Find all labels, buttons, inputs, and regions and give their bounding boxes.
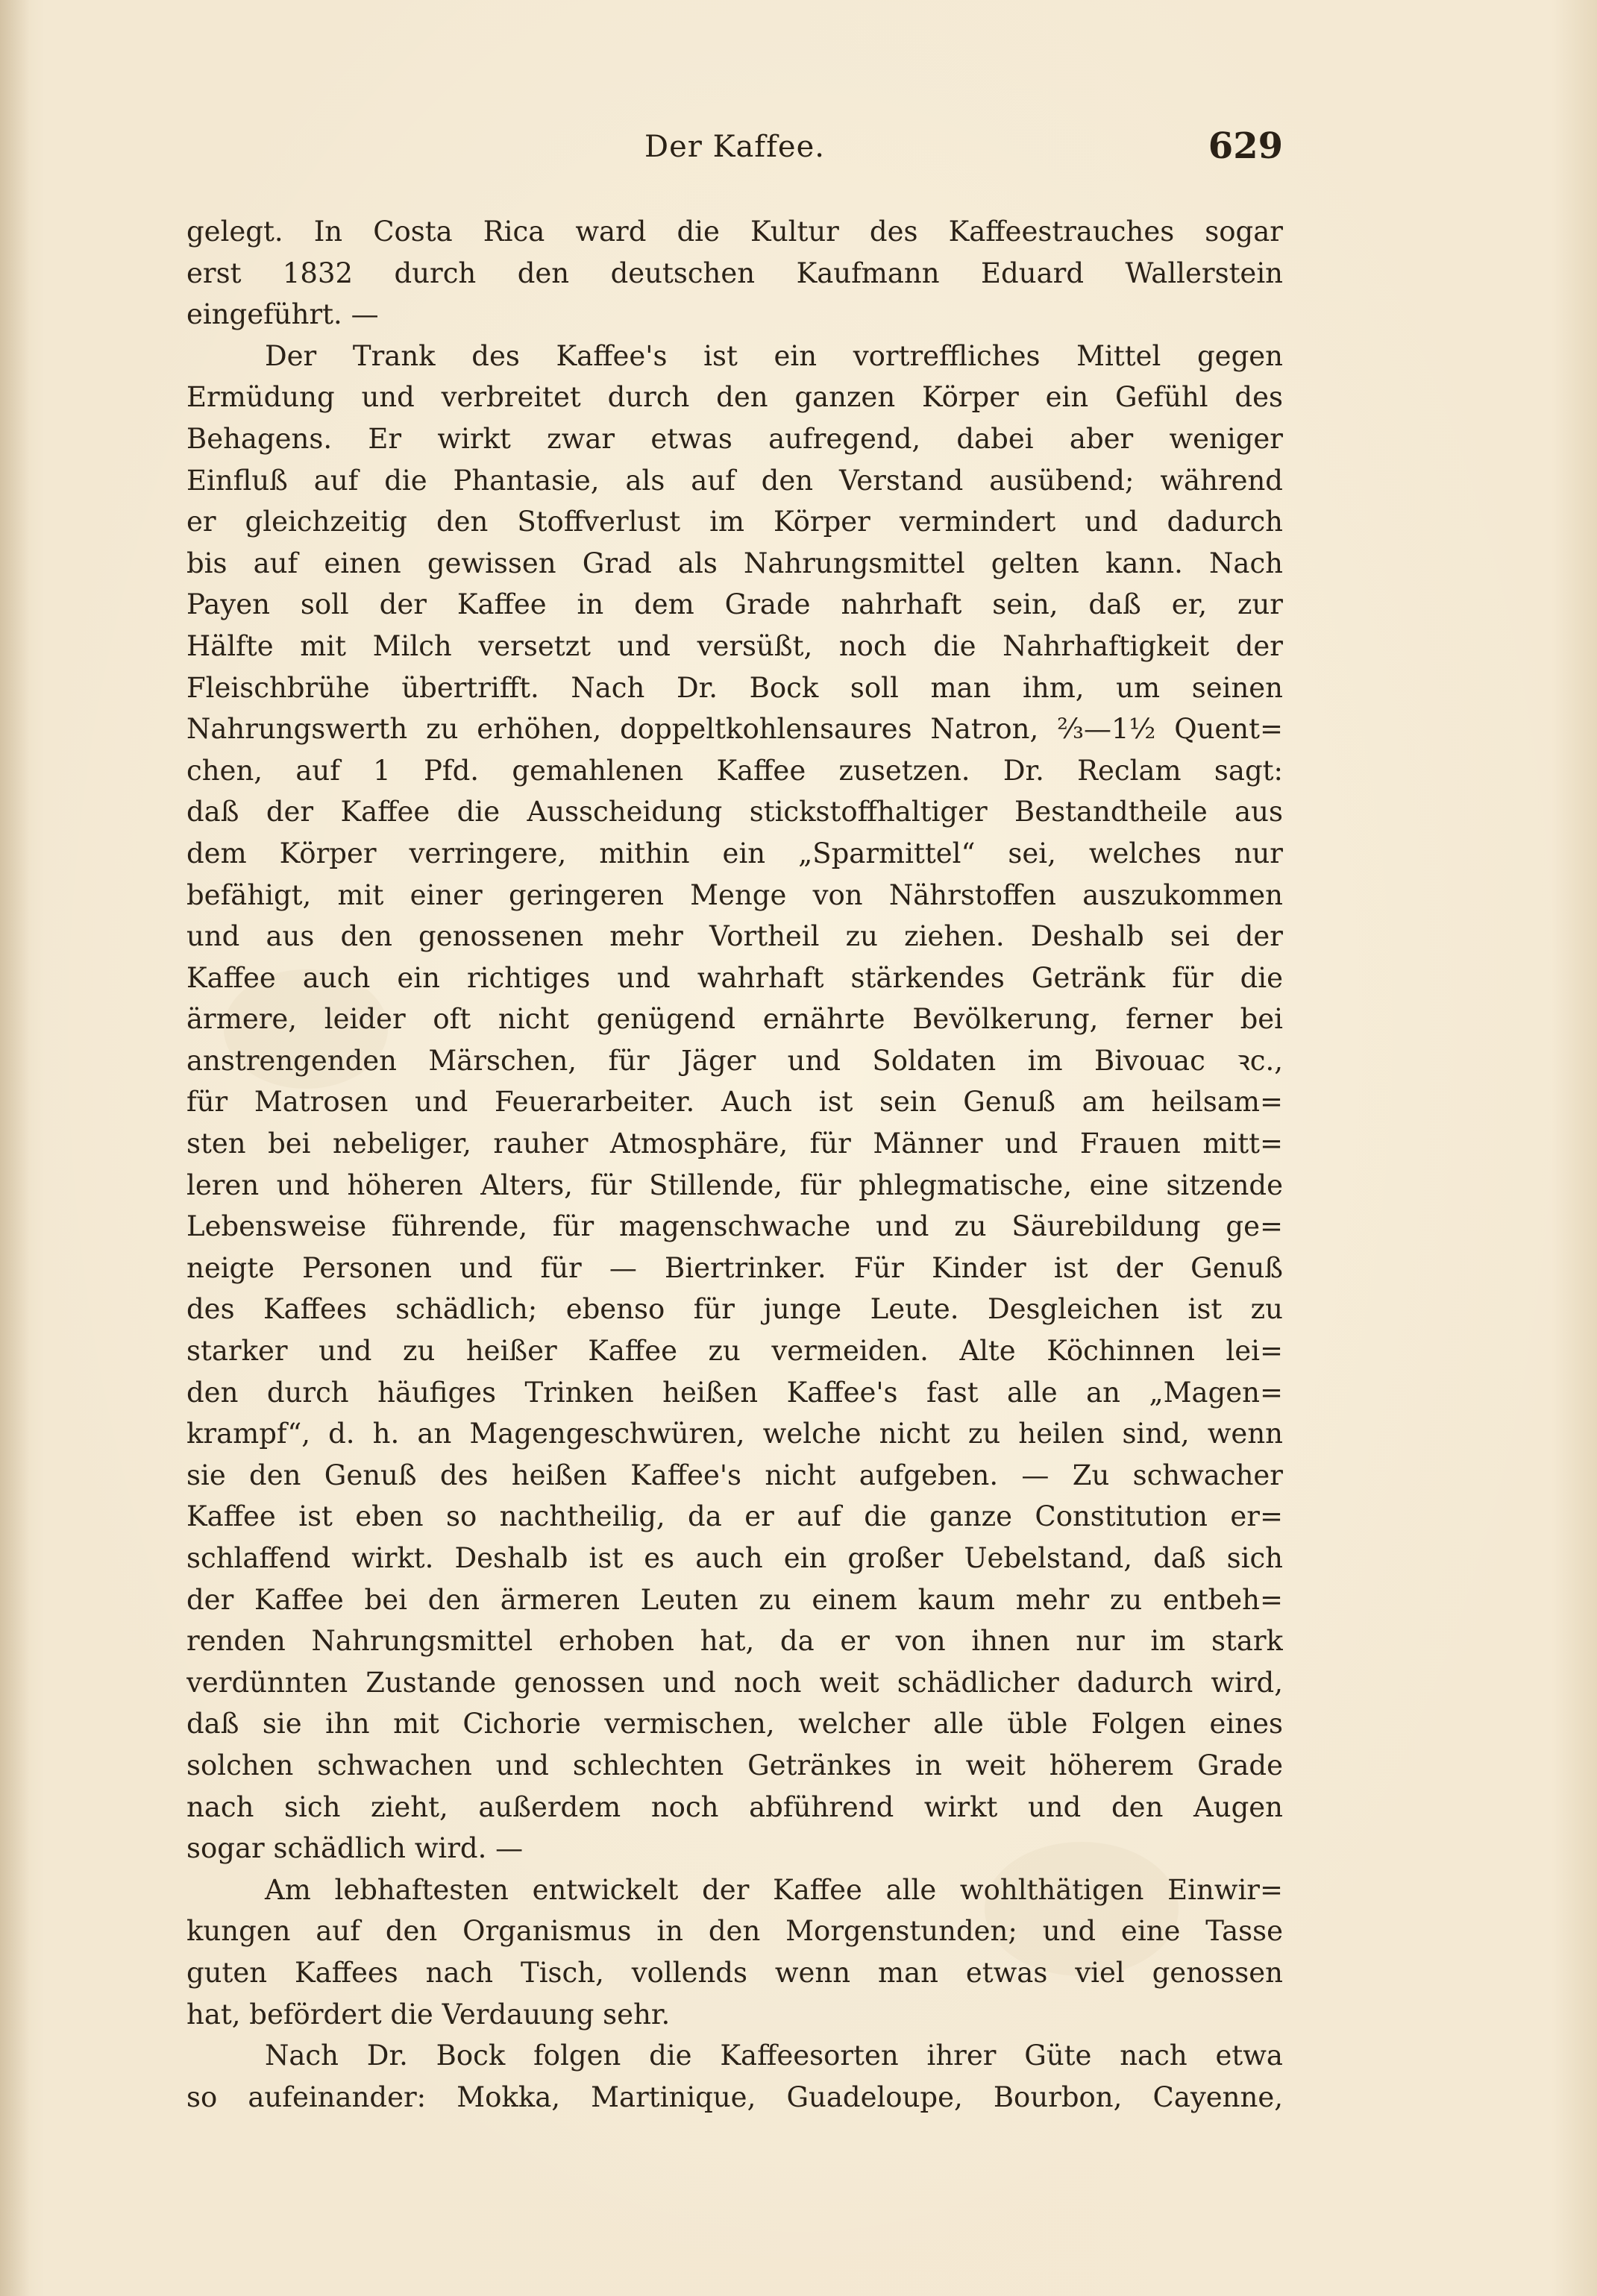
text-line: Ermüdung und verbreitet durch den ganzen Körper ein Gefühl des [186, 381, 1283, 414]
text-line: ärmere, leider oft nicht genügend ernährte Bevölkerung, ferner bei [186, 1003, 1283, 1036]
gutter-shadow [0, 0, 30, 2296]
text-line: bis auf einen gewissen Grad als Nahrungsmittel gelten kann. Nach [186, 547, 1283, 579]
running-title: Der Kaffee. [644, 130, 825, 164]
text-line: Behagens. Er wirkt zwar etwas aufregend, dabei aber weniger [186, 422, 1283, 455]
text-line: guten Kaffees nach Tisch, vollends wenn man etwas viel genossen [186, 1956, 1283, 1989]
text-line: kungen auf den Organismus in den Morgenstunden; und eine Tasse [186, 1915, 1283, 1948]
text-line: chen, auf 1 Pfd. gemahlenen Kaffee zusetzen. Dr. Reclam sagt: [186, 754, 1283, 787]
text-line: und aus den genossenen mehr Vortheil zu ziehen. Deshalb sei der [186, 920, 1283, 953]
text-line: Payen soll der Kaffee in dem Grade nahrhaft sein, daß er, zur [186, 588, 1283, 621]
text-line: Kaffee ist eben so nachtheilig, da er auf die ganze Constitution er= [186, 1500, 1283, 1533]
text-line: neigte Personen und für — Biertrinker. Für Kinder ist der Genuß [186, 1251, 1283, 1284]
text-line: so aufeinander: Mokka, Martinique, Guadeloupe, Bourbon, Cayenne, [186, 2080, 1283, 2113]
page-number: 629 [1208, 125, 1283, 167]
text-line: daß der Kaffee die Ausscheidung stickstoffhaltiger Bestandtheile aus [186, 796, 1283, 828]
text-line: dem Körper verringere, mithin ein „Sparmittel“ sei, welches nur [186, 837, 1283, 869]
text-line: des Kaffees schädlich; ebenso für junge Leute. Desgleichen ist zu [186, 1293, 1283, 1326]
text-line: Hälfte mit Milch versetzt und versüßt, noch die Nahrhaftigkeit der [186, 629, 1283, 662]
text-line: renden Nahrungsmittel erhoben hat, da er von ihnen nur im stark [186, 1625, 1283, 1658]
text-line: krampf“, d. h. an Magengeschwüren, welche nicht zu heilen sind, wenn [186, 1418, 1283, 1450]
text-line: sogar schädlich wird. — [186, 1832, 524, 1865]
page-header [186, 125, 1283, 177]
paragraph-start-line: Nach Dr. Bock folgen die Kaffeesorten ihrer Güte nach etwa [265, 2039, 1283, 2072]
text-line: starker und zu heißer Kaffee zu vermeiden. Alte Köchinnen lei= [186, 1335, 1283, 1368]
text-line: Kaffee auch ein richtiges und wahrhaft stärkendes Getränk für die [186, 961, 1283, 994]
text-line: den durch häufiges Trinken heißen Kaffee's fast alle an „Magen= [186, 1376, 1283, 1409]
text-line: schlaffend wirkt. Deshalb ist es auch ein großer Uebelstand, daß sich [186, 1542, 1283, 1574]
text-line: solchen schwachen und schlechten Getränkes in weit höherem Grade [186, 1749, 1283, 1781]
text-line: eingeführt. — [186, 298, 379, 331]
text-line: der Kaffee bei den ärmeren Leuten zu einem kaum mehr zu entbeh= [186, 1583, 1283, 1616]
text-line: leren und höheren Alters, für Stillende, für phlegmatische, eine sitzende [186, 1169, 1283, 1201]
text-line: anstrengenden Märschen, für Jäger und Soldaten im Bivouac ꝛc., [186, 1044, 1283, 1077]
body-text [186, 211, 1283, 2118]
text-line: nach sich zieht, außerdem noch abführend wirkt und den Augen [186, 1790, 1283, 1823]
text-line: Einfluß auf die Phantasie, als auf den Verstand ausübend; während [186, 464, 1283, 497]
text-line: daß sie ihn mit Cichorie vermischen, welcher alle üble Folgen eines [186, 1708, 1283, 1740]
text-line: gelegt. In Costa Rica ward die Kultur des Kaffeestrauches sogar [186, 216, 1283, 248]
paragraph-start-line: Am lebhaftesten entwickelt der Kaffee alle wohlthätigen Einwir= [265, 1873, 1283, 1906]
text-line: er gleichzeitig den Stoffverlust im Körper vermindert und dadurch [186, 506, 1283, 538]
text-line: sten bei nebeliger, rauher Atmosphäre, für Männer und Frauen mitt= [186, 1127, 1283, 1160]
text-line: Fleischbrühe übertrifft. Nach Dr. Bock soll man ihm, um seinen [186, 671, 1283, 704]
text-line: erst 1832 durch den deutschen Kaufmann Eduard Wallerstein [186, 257, 1283, 289]
text-line: sie den Genuß des heißen Kaffee's nicht aufgeben. — Zu schwacher [186, 1459, 1283, 1491]
text-line: Nahrungswerth zu erhöhen, doppeltkohlensaures Natron, ⅔—1½ Quent= [186, 713, 1283, 746]
text-line: Lebensweise führende, für magenschwache und zu Säurebildung ge= [186, 1210, 1283, 1243]
text-line: verdünnten Zustande genossen und noch weit schädlicher dadurch wird, [186, 1666, 1283, 1699]
paragraph-start-line: Der Trank des Kaffee's ist ein vortreffliches Mittel gegen [265, 339, 1283, 372]
text-line: für Matrosen und Feuerarbeiter. Auch ist sein Genuß am heilsam= [186, 1086, 1283, 1119]
text-line: befähigt, mit einer geringeren Menge von Nährstoffen auszukommen [186, 878, 1283, 911]
text-line: hat, befördert die Verdauung sehr. [186, 1998, 671, 2031]
